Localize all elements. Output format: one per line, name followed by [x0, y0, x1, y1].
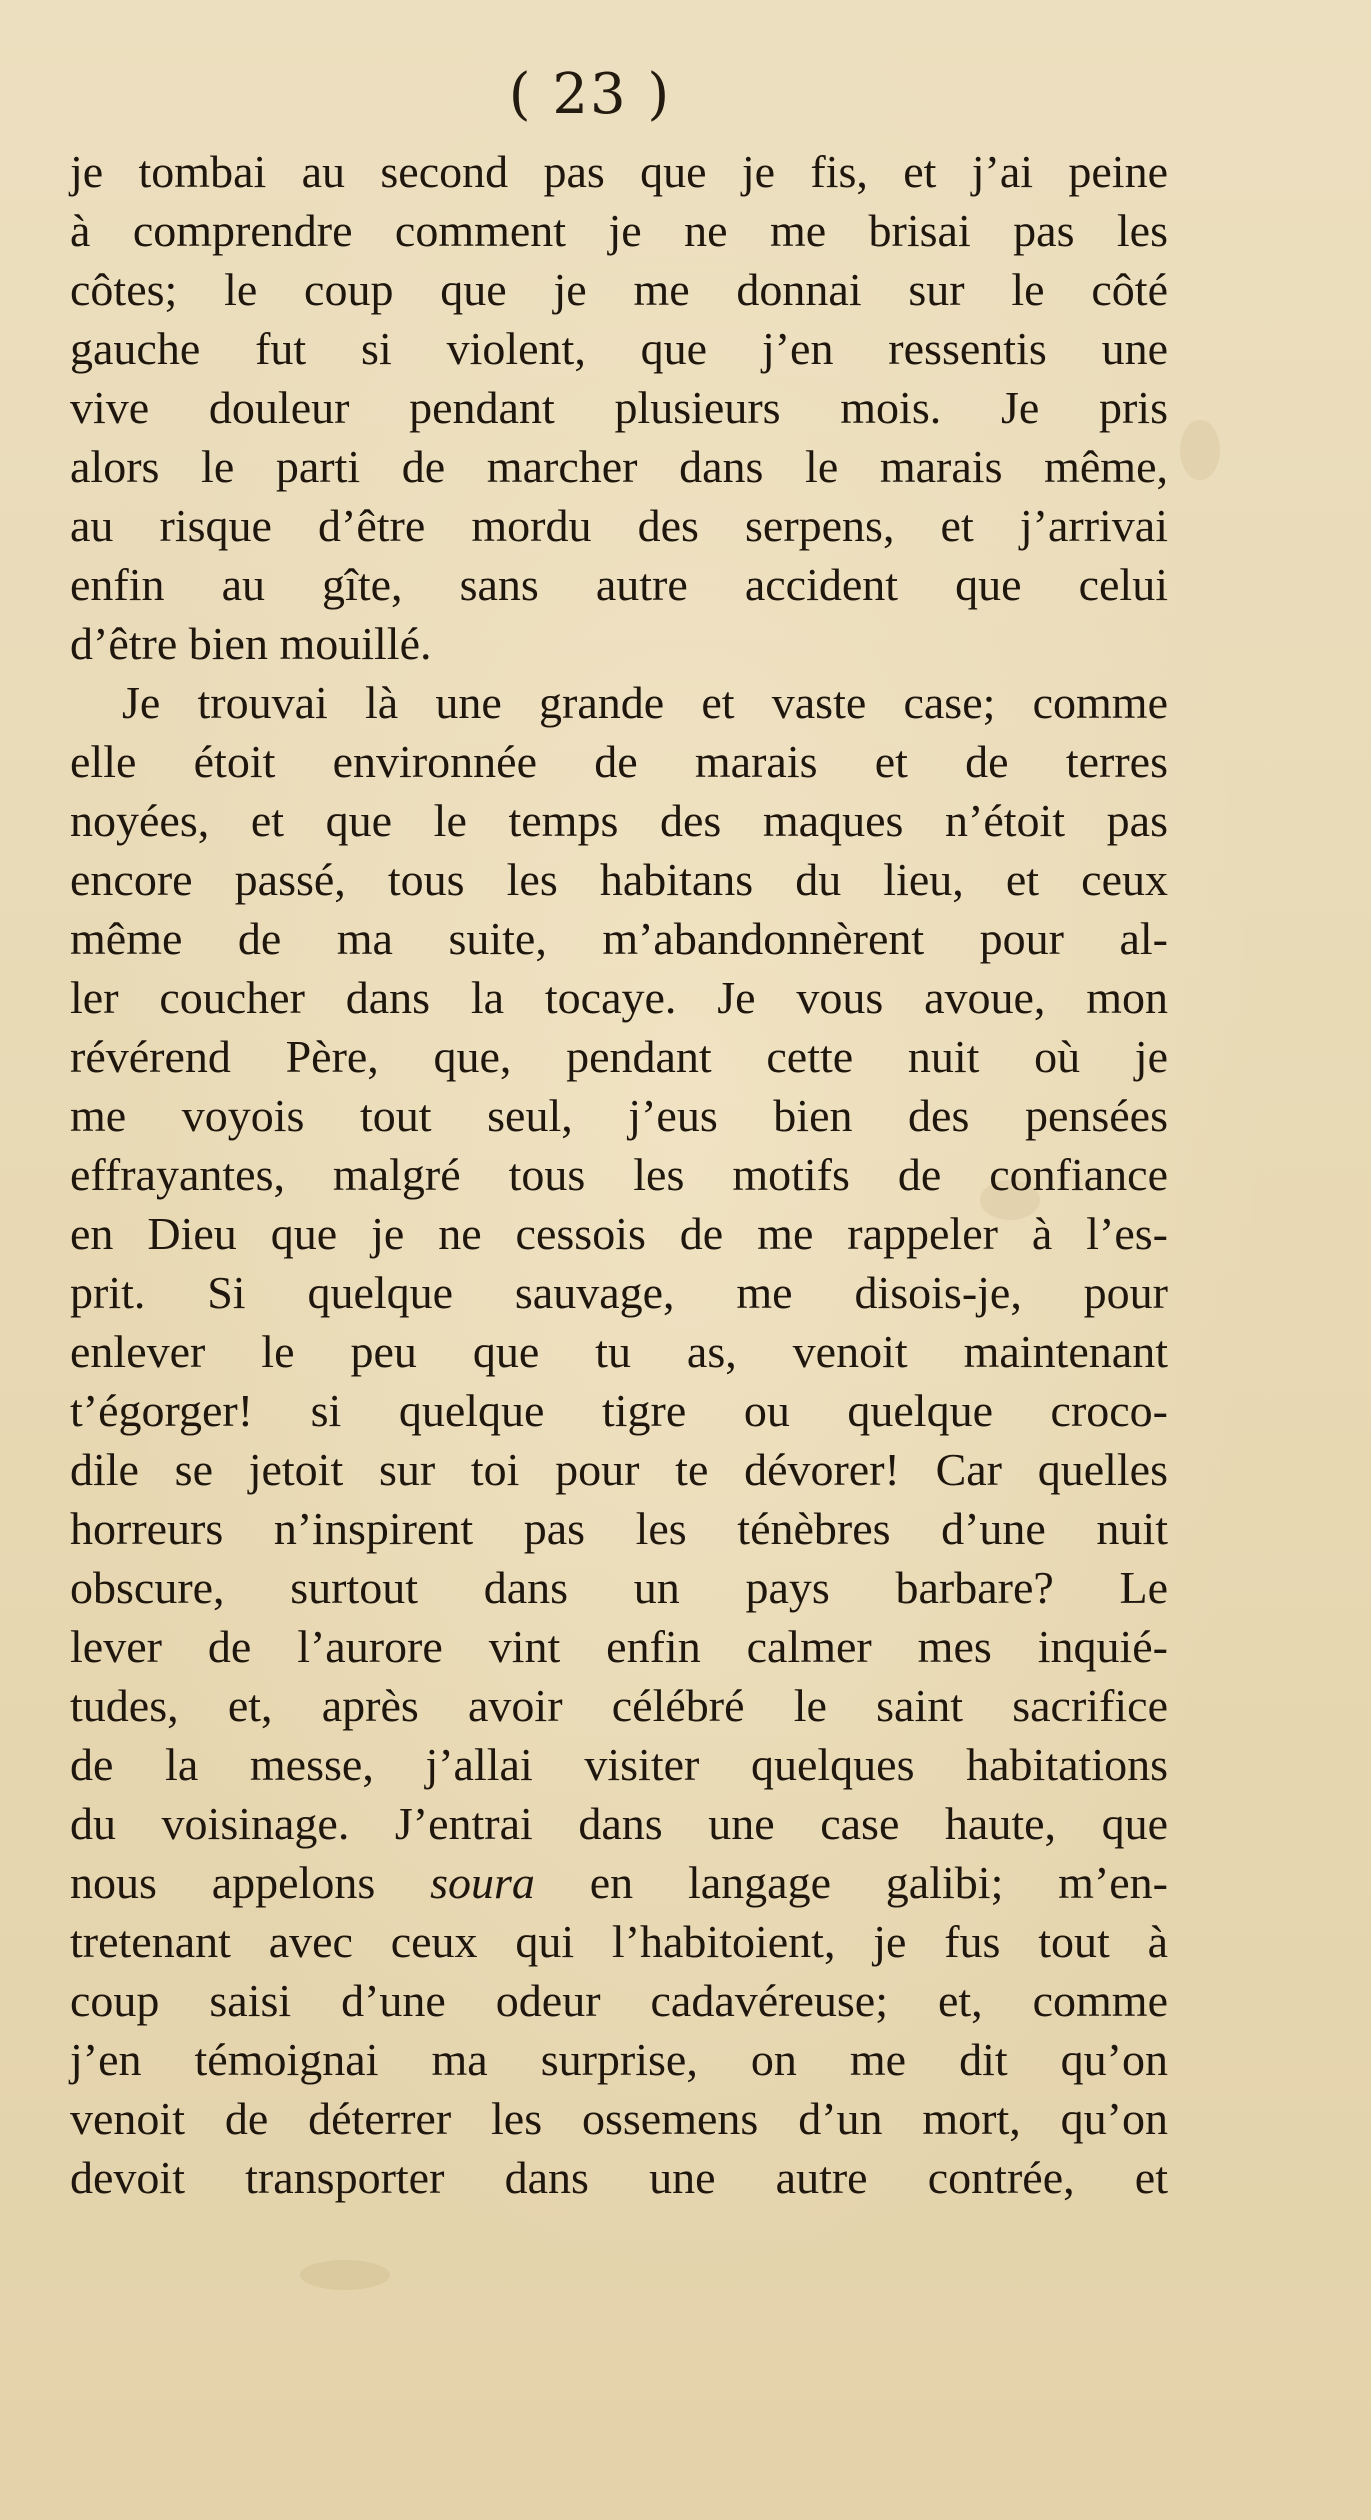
- text-line: prit. Si quelque sauvage, me disois-je, pour: [70, 1267, 1168, 1318]
- text-line: révérend Père, que, pendant cette nuit où je: [70, 1031, 1168, 1082]
- text-line: encore passé, tous les habitans du lieu, et ceux: [70, 854, 1168, 905]
- text-line: je tombai au second pas que je fis, et j’ai peine: [70, 146, 1168, 197]
- text-line: dile se jetoit sur toi pour te dévorer! Car quelles: [70, 1444, 1168, 1495]
- text-line: ler coucher dans la tocaye. Je vous avoue, mon: [70, 972, 1168, 1023]
- text-line: même de ma suite, m’abandonnèrent pour al-: [70, 913, 1168, 964]
- text-line: lever de l’aurore vint enfin calmer mes inquié-: [70, 1621, 1168, 1672]
- text-line: nous appelons soura en langage galibi; m’en-: [70, 1857, 1169, 1908]
- text-line: en Dieu que je ne cessois de me rappeler à l’es-: [70, 1208, 1168, 1259]
- text-line-paragraph-start: Je trouvai là une grande et vaste case; comme: [122, 677, 1168, 728]
- text-line: tretenant avec ceux qui l’habitoient, je fus tout à: [70, 1916, 1168, 1967]
- text-line: du voisinage. J’entrai dans une case haute, que: [70, 1798, 1168, 1849]
- text-line: à comprendre comment je ne me brisai pas les: [70, 205, 1168, 256]
- paper-stain: [1180, 420, 1220, 480]
- text-line: venoit de déterrer les ossemens d’un mort, qu’on: [70, 2093, 1168, 2144]
- text-line: gauche fut si violent, que j’en ressentis une: [70, 323, 1168, 374]
- text-line: effrayantes, malgré tous les motifs de confiance: [70, 1149, 1168, 1200]
- text-line: obscure, surtout dans un pays barbare? Le: [70, 1562, 1168, 1613]
- text-line: elle étoit environnée de marais et de terres: [70, 736, 1168, 787]
- text-line: enlever le peu que tu as, venoit maintenant: [70, 1326, 1168, 1377]
- page-number: ( 23 ): [508, 62, 672, 127]
- text-line: noyées, et que le temps des maques n’étoit pas: [70, 795, 1168, 846]
- italic-word: soura: [430, 1857, 535, 1908]
- text-line: côtes; le coup que je me donnai sur le côté: [70, 264, 1168, 315]
- text-line: me voyois tout seul, j’eus bien des pensées: [70, 1090, 1168, 1141]
- text-line: coup saisi d’une odeur cadavéreuse; et, comme: [70, 1975, 1168, 2026]
- text-line: vive douleur pendant plusieurs mois. Je pris: [70, 382, 1168, 433]
- text-line: devoit transporter dans une autre contrée, et: [70, 2152, 1168, 2203]
- text-line: de la messe, j’allai visiter quelques habitations: [70, 1739, 1168, 1790]
- paper-stain: [300, 2260, 390, 2290]
- text-line: enfin au gîte, sans autre accident que celui: [70, 559, 1168, 610]
- text-line: t’égorger! si quelque tigre ou quelque croco-: [70, 1385, 1168, 1436]
- text-line: j’en témoignai ma surprise, on me dit qu’on: [70, 2034, 1168, 2085]
- text-line: alors le parti de marcher dans le marais même,: [70, 441, 1168, 492]
- text-line: tudes, et, après avoir célébré le saint sacrifice: [70, 1680, 1168, 1731]
- text-line: d’être bien mouillé.: [70, 618, 432, 669]
- text-line: au risque d’être mordu des serpens, et j’arrivai: [70, 500, 1168, 551]
- text-line: horreurs n’inspirent pas les ténèbres d’une nuit: [70, 1503, 1168, 1554]
- body-text: [70, 142, 1168, 2207]
